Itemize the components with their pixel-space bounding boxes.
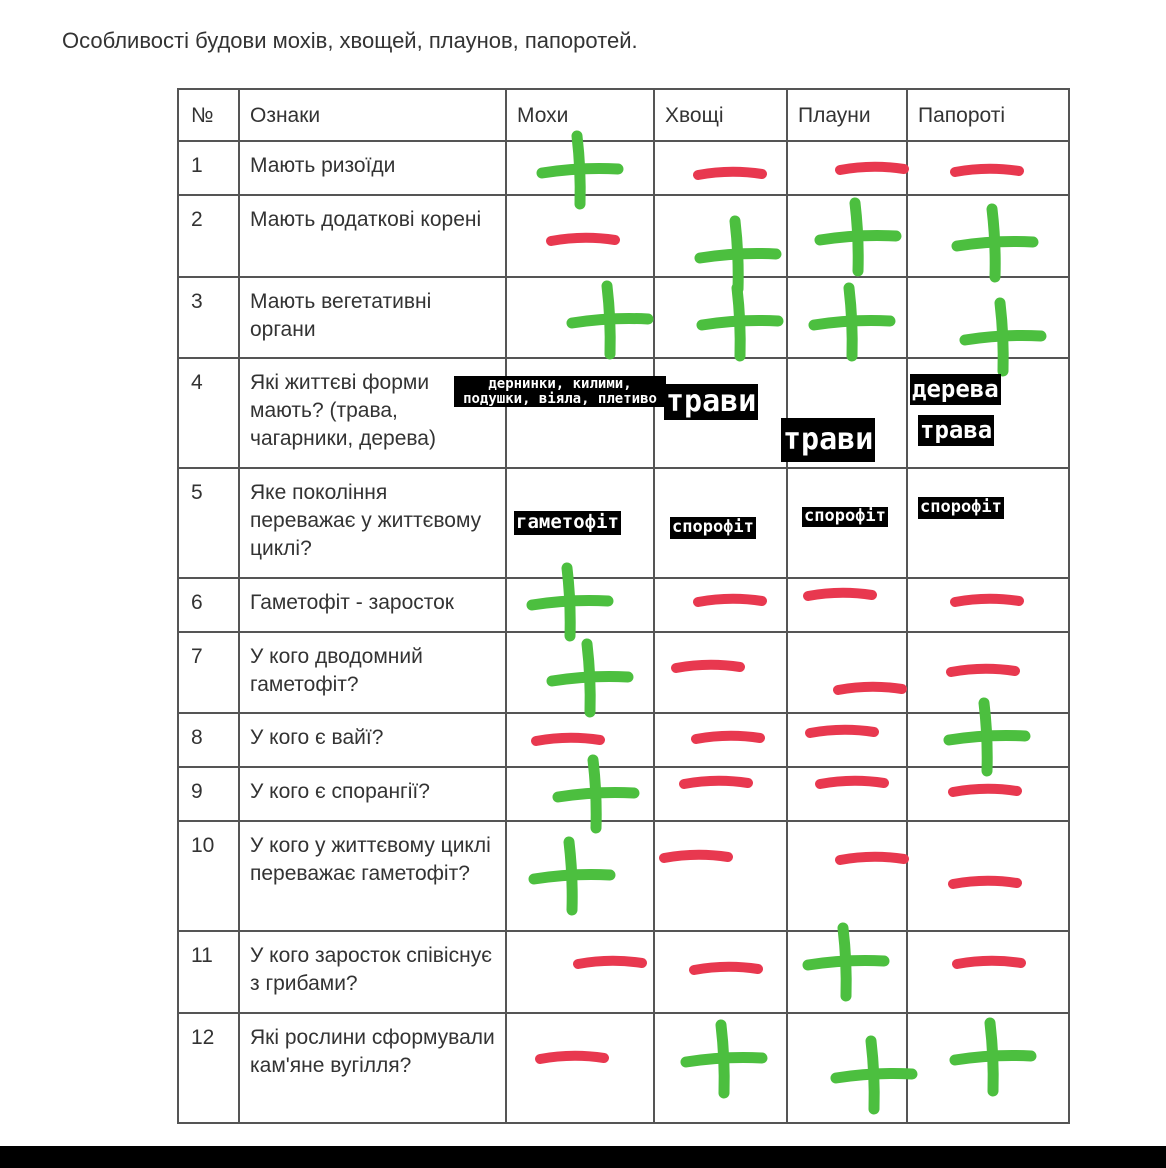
row-feature: У кого є вайї? <box>239 713 506 767</box>
row-number: 8 <box>178 713 239 767</box>
row-feature: У кого у життєвому циклі переважає гаметофіт? <box>239 821 506 931</box>
row-feature: Які рослини сформували кам'яне вугілля? <box>239 1013 506 1123</box>
row-feature: У кого дводомний гаметофіт? <box>239 632 506 713</box>
bottom-black-bar <box>0 1146 1166 1168</box>
header-clubmosses: Плауни <box>787 89 907 141</box>
table-row <box>178 931 1069 1013</box>
header-number: № <box>178 89 239 141</box>
row-number: 2 <box>178 195 239 277</box>
row-number: 11 <box>178 931 239 1013</box>
table-row <box>178 713 1069 767</box>
row-number: 1 <box>178 141 239 195</box>
row-feature: Мають ризоїди <box>239 141 506 195</box>
header-mosses: Мохи <box>506 89 654 141</box>
answer-row5-ferns: спорофіт <box>920 497 1002 517</box>
answer-row4-ferns-1: дерева <box>910 374 1001 405</box>
row-number: 5 <box>178 468 239 578</box>
answer-row5-clubmosses: спорофіт <box>804 506 886 526</box>
row-number: 9 <box>178 767 239 821</box>
table-row <box>178 141 1069 195</box>
row-feature: У кого є спорангії? <box>239 767 506 821</box>
answer-row4-mosses: дернинки, килими, подушки, віяла, плетиво <box>454 376 666 407</box>
table-row <box>178 578 1069 632</box>
row-feature: Яке покоління переважає у життєвому циклі? <box>239 468 506 578</box>
row-feature: У кого заросток співіснує з грибами? <box>239 931 506 1013</box>
table-row <box>178 195 1069 277</box>
table-row <box>178 277 1069 358</box>
row-number: 10 <box>178 821 239 931</box>
row-number: 12 <box>178 1013 239 1123</box>
row-feature: Мають вегетативні органи <box>239 277 506 358</box>
header-horsetails: Хвощі <box>654 89 787 141</box>
row-number: 6 <box>178 578 239 632</box>
table-row <box>178 468 1069 578</box>
table-row <box>178 632 1069 713</box>
answer-row5-horsetails: спорофіт <box>672 517 754 537</box>
answer-row4-ferns-2: трава <box>918 415 994 446</box>
answer-row5-mosses: гаметофіт <box>516 511 619 533</box>
header-ferns: Папороті <box>907 89 1069 141</box>
row-feature: Мають додаткові корені <box>239 195 506 277</box>
header-features: Ознаки <box>239 89 506 141</box>
page-title: Особливості будови мохів, хвощей, плаунов, папоротей. <box>62 28 638 53</box>
row-feature: Гаметофіт - заросток <box>239 578 506 632</box>
answer-row4-horsetails: трави <box>666 384 757 419</box>
header-row <box>178 89 1069 141</box>
row-number: 3 <box>178 277 239 358</box>
table-row <box>178 1013 1069 1123</box>
row-feature: Які життєві форми мають? (трава, чагарники, дерева) <box>239 358 506 468</box>
table-row <box>178 767 1069 821</box>
answer-row4-clubmosses: трави <box>781 418 875 462</box>
comparison-table <box>177 88 1070 1124</box>
row-number: 7 <box>178 632 239 713</box>
table-row <box>178 821 1069 931</box>
row-number: 4 <box>178 358 239 468</box>
